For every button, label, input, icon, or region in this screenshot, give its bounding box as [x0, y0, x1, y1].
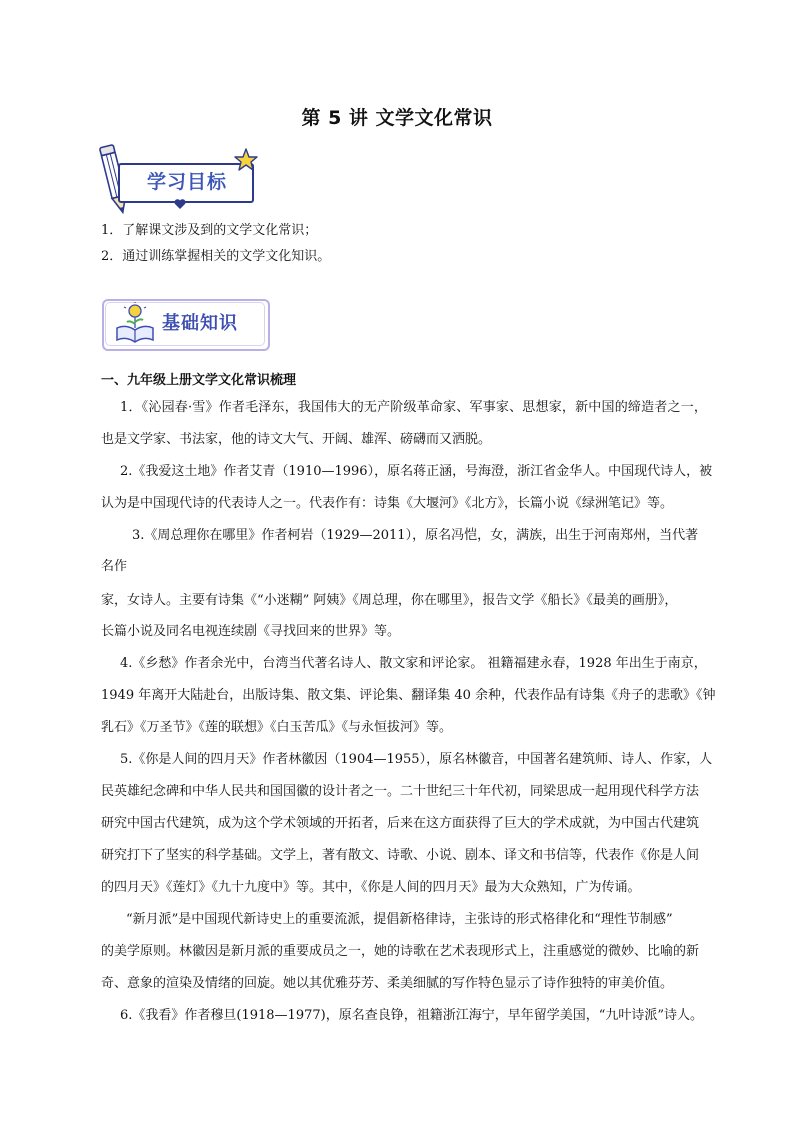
basics-badge: [102, 299, 270, 351]
paragraph-line: 家，女诗人。主要有诗集《“小迷糊” 阿姨》《周总理，你在哪里》，报告文学《船长》《最美的画册》，: [101, 593, 678, 608]
paragraph-line: 长篇小说及同名电视连续剧《寻找回来的世界》等。: [101, 624, 401, 639]
paragraph-line: 名作: [101, 559, 128, 574]
paragraph-line: 2.《我爱这土地》作者艾青（1910—1996），原名蒋正涵，号海澄，浙江省金华人。中国现代诗人，被: [120, 464, 713, 479]
paragraph-line: 1949 年离开大陆赴台，出版诗集、散文集、评论集、翻译集 40 余种，代表作品有诗集《舟子的悲歌》《钟: [101, 688, 716, 703]
page-title: 第 5 讲 文学文化常识: [301, 107, 493, 129]
paragraph-line: 4.《乡愁》作者余光中，台湾当代著名诗人、散文家和评论家。 祖籍福建永春，1928 年出生于南京，: [120, 656, 707, 671]
paragraph-line: 民英雄纪念碑和中华人民共和国国徽的设计者之一。二十世纪三十年代初，同梁思成一起用现代科学方法: [101, 784, 700, 799]
basics-badge-label: 基础知识: [162, 313, 238, 334]
paragraph-line: 5.《你是人间的四月天》作者林徽因（1904—1955），原名林徽音，中国著名建筑师、诗人、作家，人: [120, 752, 713, 767]
goal-item: 2．通过训练掌握相关的文学文化知识。: [101, 249, 331, 264]
paragraph-line: 6.《我看》作者穆旦(1918—1977)，原名查良铮，祖籍浙江海宁，早年留学美国，“九叶诗派”诗人。: [120, 1008, 704, 1023]
star-icon: [234, 148, 258, 172]
book-lightbulb-icon: [112, 302, 158, 346]
paragraph-line: 1．《沁园春·雪》作者毛泽东，我国伟大的无产阶级革命家、军事家、思想家，新中国的缔造者之一，: [120, 400, 708, 415]
section-heading: 一、九年级上册文学文化常识梳理: [101, 373, 297, 388]
paragraph-line: 奇、意象的渲染及情绪的回旋。她以其优雅芬芳、柔美细腻的写作特色显示了诗作独特的审美价值。: [101, 976, 674, 991]
paragraph-line: 认为是中国现代诗的代表诗人之一。代表作有：诗集《大堰河》《北方》，长篇小说《绿洲笔记》等。: [101, 496, 674, 511]
paragraph-line: 3.《周总理你在哪里》作者柯岩（1929—2011），原名冯恺，女，满族，出生于河南郑州，当代著: [132, 528, 699, 543]
goals-plate-label: 学习目标: [146, 171, 227, 193]
heart-icon: [173, 197, 187, 211]
paragraph-line: 的美学原则。林徽因是新月派的重要成员之一，她的诗歌在艺术表现形式上，注重感觉的微妙、比喻的新: [101, 944, 700, 959]
paragraph-line: 乳石》《万圣节》《莲的联想》《白玉苦瓜》《与永恒拔河》等。: [101, 720, 453, 735]
paragraph-line: “新月派”是中国现代新诗史上的重要流派，提倡新格律诗，主张诗的形式格律化和“理性节制感”: [126, 912, 673, 927]
paragraph-line: 也是文学家、书法家，他的诗文大气、开阔、雄浑、磅礴而又洒脱。: [101, 432, 492, 447]
paragraph-line: 的四月天》《莲灯》《九十九度中》等。其中，《你是人间的四月天》最为大众熟知，广为传诵。: [101, 880, 641, 895]
paragraph-line: 研究打下了坚实的科学基础。文学上，著有散文、诗歌、小说、剧本、译文和书信等，代表作《你是人间: [101, 848, 700, 863]
paragraph-line: 研究中国古代建筑，成为这个学术领域的开拓者，后来在这方面获得了巨大的学术成就，为中国古代建筑: [101, 816, 700, 831]
goal-item: 1．了解课文涉及到的文学文化常识；: [101, 223, 318, 238]
